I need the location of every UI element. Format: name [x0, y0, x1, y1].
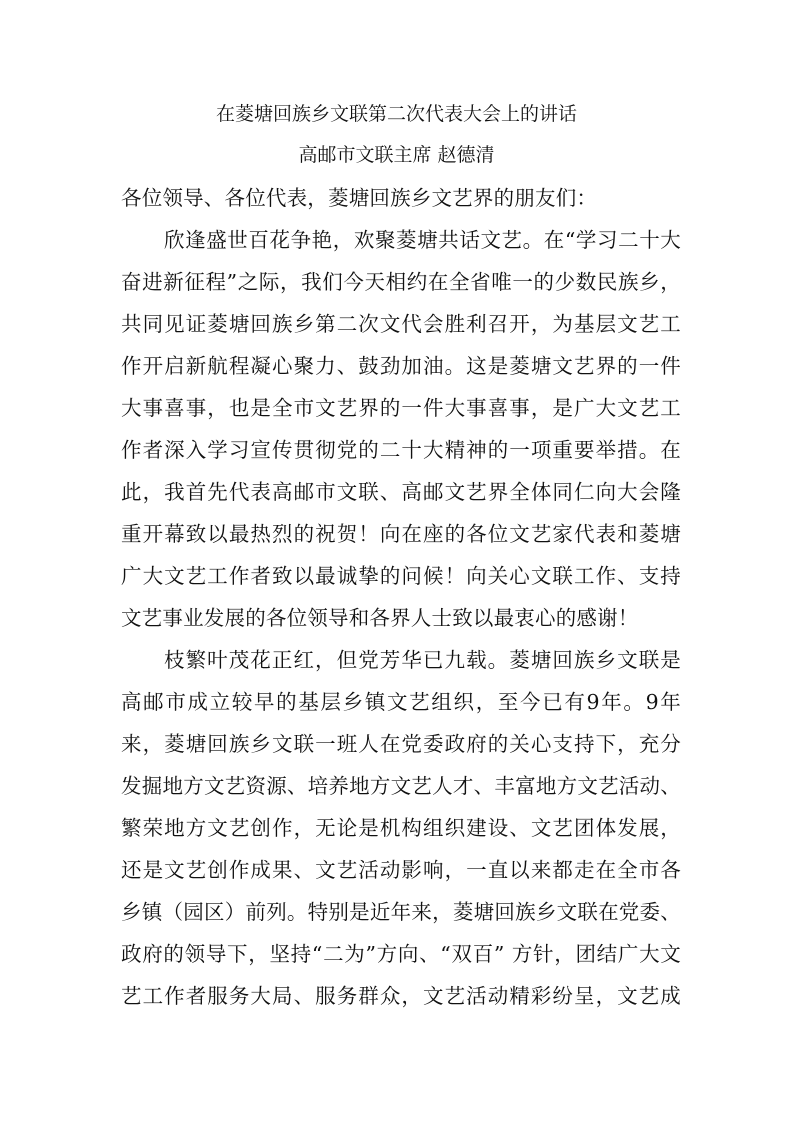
paragraph-line: 乡镇（园区）前列。特别是近年来，菱塘回族乡文联在党委、	[121, 900, 681, 924]
paragraph-line: 来，菱塘回族乡文联一班人在党委政府的关心支持下，充分	[121, 732, 681, 756]
paragraph-line: 发掘地方文艺资源、培养地方文艺人才、丰富地方文艺活动、	[121, 774, 681, 798]
paragraph-line: 此，我首先代表高邮市文联、高邮文艺界全体同仁向大会隆	[121, 480, 681, 504]
paragraph-line: 高邮市成立较早的基层乡镇文艺组织，至今已有9年。9年	[121, 690, 681, 714]
paragraph-line: 政府的领导下，坚持“二为”方向、“双百” 方针，团结广大文	[121, 942, 681, 966]
paragraph-line: 共同见证菱塘回族乡第二次文代会胜利召开，为基层文艺工	[121, 312, 681, 336]
paragraph-line: 奋进新征程”之际，我们今天相约在全省唯一的少数民族乡，	[121, 270, 681, 294]
paragraph-line: 作开启新航程凝心聚力、鼓劲加油。这是菱塘文艺界的一件	[121, 354, 681, 378]
paragraph-line: 繁荣地方文艺创作，无论是机构组织建设、文艺团体发展，	[121, 816, 681, 840]
paragraph-line: 广大文艺工作者致以最诚挚的问候！向关心文联工作、支持	[121, 564, 681, 588]
paragraph-line: 枝繁叶茂花正红，但党芳华已九载。菱塘回族乡文联是	[164, 648, 681, 672]
paragraph-line: 艺工作者服务大局、服务群众，文艺活动精彩纷呈，文艺成	[121, 984, 681, 1008]
paragraph-line: 作者深入学习宣传贯彻党的二十大精神的一项重要举措。在	[121, 438, 681, 462]
paragraph-line: 大事喜事，也是全市文艺界的一件大事喜事，是广大文艺工	[121, 396, 681, 420]
paragraph-line: 还是文艺创作成果、文艺活动影响，一直以来都走在全市各	[121, 858, 681, 882]
paragraph-line: 欣逢盛世百花争艳，欢聚菱塘共话文艺。在“学习二十大	[164, 228, 681, 252]
paragraph-line: 文艺事业发展的各位领导和各界人士致以最衷心的感谢！	[121, 606, 639, 630]
speech-title: 在菱塘回族乡文联第二次代表大会上的讲话	[215, 103, 577, 125]
paragraph-line: 重开幕致以最热烈的祝贺！向在座的各位文艺家代表和菱塘	[121, 522, 681, 546]
speaker-line: 高邮市文联主席 赵德清	[298, 144, 495, 166]
salutation: 各位领导、各位代表，菱塘回族乡文艺界的朋友们：	[121, 186, 598, 210]
